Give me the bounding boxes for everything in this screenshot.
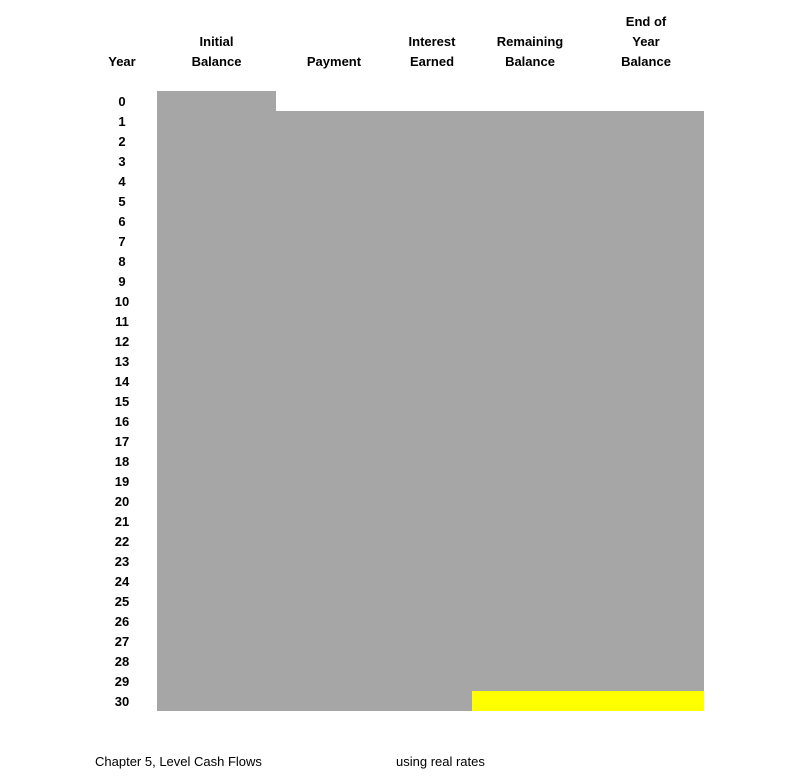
year-cell: 0 xyxy=(118,94,126,109)
footer-note-label: using real rates xyxy=(396,754,485,769)
column-header-year-line-1: Year xyxy=(108,54,136,69)
column-header-initial-balance xyxy=(157,32,276,72)
final-balance-highlight-cells[interactable] xyxy=(472,691,704,711)
year-cell: 19 xyxy=(114,474,130,489)
year-cell: 21 xyxy=(114,514,130,529)
year-cell: 16 xyxy=(114,414,130,429)
year-cell: 6 xyxy=(118,214,126,229)
column-header-remaining-balance xyxy=(472,32,588,72)
column-header-end-of-year-balance-line-2: Year xyxy=(632,34,660,49)
column-header-year xyxy=(92,52,152,72)
year-cell: 27 xyxy=(114,634,130,649)
year-cell: 25 xyxy=(114,594,130,609)
column-header-payment-line-1: Payment xyxy=(306,54,362,69)
year-cell: 30 xyxy=(114,694,130,709)
column-header-initial-balance-line-1: Initial xyxy=(199,34,234,49)
year-cell: 1 xyxy=(118,114,126,129)
year-cell: 13 xyxy=(114,354,130,369)
year-cell: 4 xyxy=(118,174,126,189)
year-cell: 10 xyxy=(114,294,130,309)
year-cell: 23 xyxy=(114,554,130,569)
year-cell: 9 xyxy=(118,274,126,289)
column-header-end-of-year-balance-line-3: Balance xyxy=(621,54,671,69)
column-header-interest-earned-line-2: Earned xyxy=(409,54,455,69)
column-header-interest-earned xyxy=(392,32,472,72)
year-cell: 2 xyxy=(118,134,126,149)
year-cell: 26 xyxy=(114,614,130,629)
column-header-initial-balance-line-2: Balance xyxy=(191,54,242,69)
year-column xyxy=(92,92,152,712)
year-cell: 15 xyxy=(114,394,130,409)
year-cell: 22 xyxy=(114,534,130,549)
footer-chapter-label: Chapter 5, Level Cash Flows xyxy=(95,754,262,769)
year-cell: 12 xyxy=(114,334,130,349)
column-header-end-of-year-balance-line-1: End of xyxy=(625,14,667,29)
calculation-cells[interactable] xyxy=(276,111,704,691)
year-cell: 20 xyxy=(114,494,130,509)
column-header-end-of-year-balance xyxy=(588,12,704,72)
year-cell: 17 xyxy=(114,434,130,449)
final-year-calculation-cells[interactable] xyxy=(276,691,472,711)
column-header-interest-earned-line-1: Interest xyxy=(408,34,456,49)
year-cell: 3 xyxy=(118,154,126,169)
year-cell: 18 xyxy=(114,454,130,469)
year-cell: 29 xyxy=(114,674,130,689)
year-cell: 14 xyxy=(114,374,130,389)
year-cell: 5 xyxy=(118,194,126,209)
column-header-payment xyxy=(276,52,392,72)
year-cell: 7 xyxy=(118,234,126,249)
column-header-remaining-balance-line-2: Balance xyxy=(505,54,555,69)
column-header-remaining-balance-line-1: Remaining xyxy=(496,34,564,49)
year-cell: 28 xyxy=(114,654,130,669)
year-cell: 24 xyxy=(114,574,130,589)
year-cell: 8 xyxy=(118,254,126,269)
year-cell: 11 xyxy=(115,314,129,329)
initial-balance-input-cells[interactable] xyxy=(157,91,276,711)
